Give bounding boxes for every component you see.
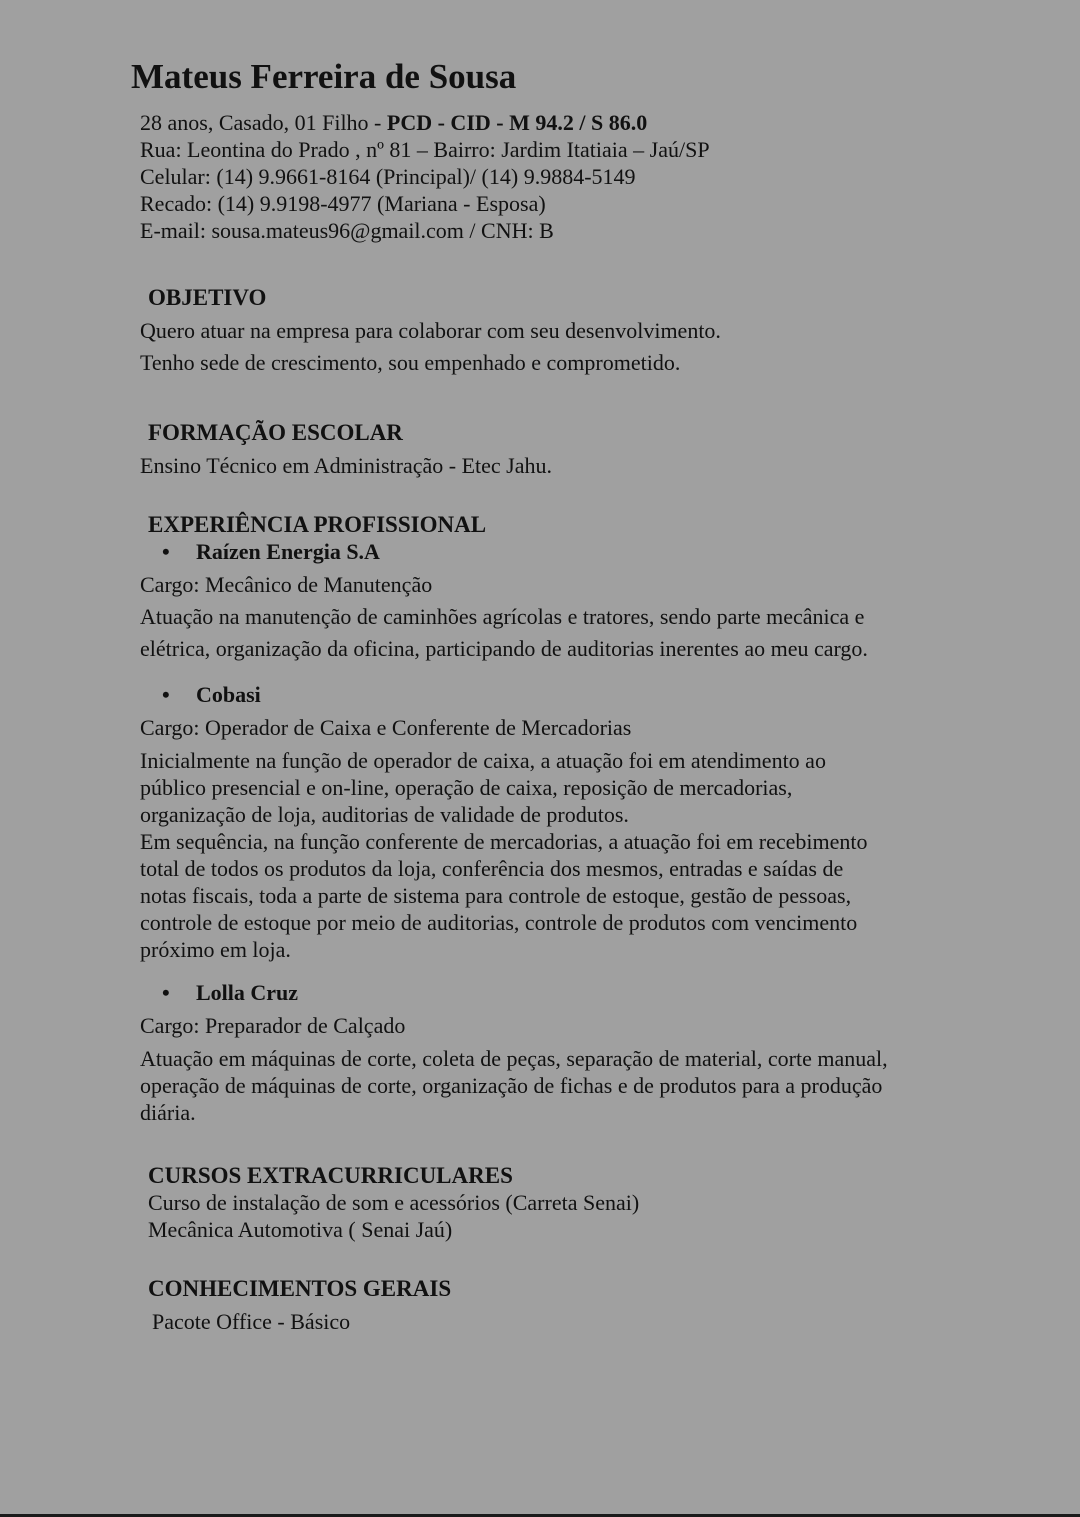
job-description-line: operação de máquinas de corte, organização de fichas e de produtos para a produção	[140, 1073, 883, 1098]
conhecimento-item: Pacote Office - Básico	[152, 1309, 351, 1334]
job-description-line: Atuação na manutenção de caminhões agrícolas e tratores, sendo parte mecânica e	[140, 604, 865, 629]
phone: Celular: (14) 9.9661-8164 (Principal)/ (14) 9.9884-5149	[140, 164, 636, 189]
job-description-line: Atuação em máquinas de corte, coleta de peças, separação de material, corte manual,	[140, 1046, 888, 1071]
bullet-icon: •	[162, 682, 170, 707]
experiencia-heading: EXPERIÊNCIA PROFISSIONAL	[148, 512, 487, 537]
company-name: Lolla Cruz	[196, 980, 299, 1005]
job-description-line: diária.	[140, 1100, 196, 1125]
company-name: Raízen Energia S.A	[196, 539, 380, 564]
objetivo-line: Tenho sede de crescimento, sou empenhado e comprometido.	[140, 350, 681, 375]
bullet-icon: •	[162, 980, 170, 1005]
curso-item: Mecânica Automotiva ( Senai Jaú)	[148, 1217, 453, 1242]
email: E-mail: sousa.mateus96@gmail.com / CNH: B	[140, 218, 554, 243]
job-description-line: organização de loja, auditorias de validade de produtos.	[140, 802, 629, 827]
objetivo-text	[140, 315, 721, 379]
company-name: Cobasi	[196, 682, 261, 707]
objetivo-heading: OBJETIVO	[148, 285, 267, 310]
job-role: Cargo: Mecânico de Manutenção	[140, 572, 433, 597]
job-description-line: público presencial e on-line, operação de caixa, reposição de mercadorias,	[140, 775, 793, 800]
job-role: Cargo: Operador de Caixa e Conferente de Mercadorias	[140, 715, 632, 740]
objetivo-line: Quero atuar na empresa para colaborar com seu desenvolvimento.	[140, 318, 721, 343]
cursos-heading: CURSOS EXTRACURRICULARES	[148, 1163, 513, 1188]
job-description-line: total de todos os produtos da loja, conferência dos mesmos, entradas e saídas de	[140, 856, 844, 881]
formacao-heading: FORMAÇÃO ESCOLAR	[148, 420, 403, 445]
conhecimentos-heading: CONHECIMENTOS GERAIS	[148, 1276, 452, 1301]
job-description-line: próximo em loja.	[140, 937, 291, 962]
job-description-line: controle de estoque por meio de auditorias, controle de produtos com vencimento	[140, 910, 858, 935]
contact-block	[140, 109, 710, 244]
job-description	[140, 747, 867, 963]
address: Rua: Leontina do Prado , nº 81 – Bairro: Jardim Itatiaia – Jaú/SP	[140, 137, 710, 162]
job-company	[162, 682, 261, 708]
formacao-text: Ensino Técnico em Administração - Etec Jahu.	[140, 453, 552, 478]
job-description	[140, 1045, 888, 1126]
message-phone: Recado: (14) 9.9198-4977 (Mariana - Esposa)	[140, 191, 546, 216]
candidate-name: Mateus Ferreira de Sousa	[131, 57, 517, 96]
cursos-list	[148, 1189, 639, 1243]
job-description-line: notas fiscais, toda a parte de sistema para controle de estoque, gestão de pessoas,	[140, 883, 852, 908]
conhecimentos-list	[152, 1306, 350, 1338]
pcd-info: PCD - CID - M 94.2 / S 86.0	[386, 110, 648, 135]
job-description	[140, 601, 868, 665]
job-description-line: Em sequência, na função conferente de mercadorias, a atuação foi em recebimento	[140, 829, 868, 854]
job-role: Cargo: Preparador de Calçado	[140, 1013, 406, 1038]
job-company	[162, 539, 380, 565]
bullet-icon: •	[162, 539, 170, 564]
job-description-line: elétrica, organização da oficina, participando de auditorias inerentes ao meu cargo.	[140, 636, 868, 661]
personal-info-text: 28 anos, Casado, 01 Filho -	[140, 110, 387, 135]
curso-item: Curso de instalação de som e acessórios (Carreta Senai)	[148, 1190, 640, 1215]
personal-info	[140, 109, 710, 136]
job-company	[162, 980, 298, 1006]
job-description-line: Inicialmente na função de operador de caixa, a atuação foi em atendimento ao	[140, 748, 826, 773]
